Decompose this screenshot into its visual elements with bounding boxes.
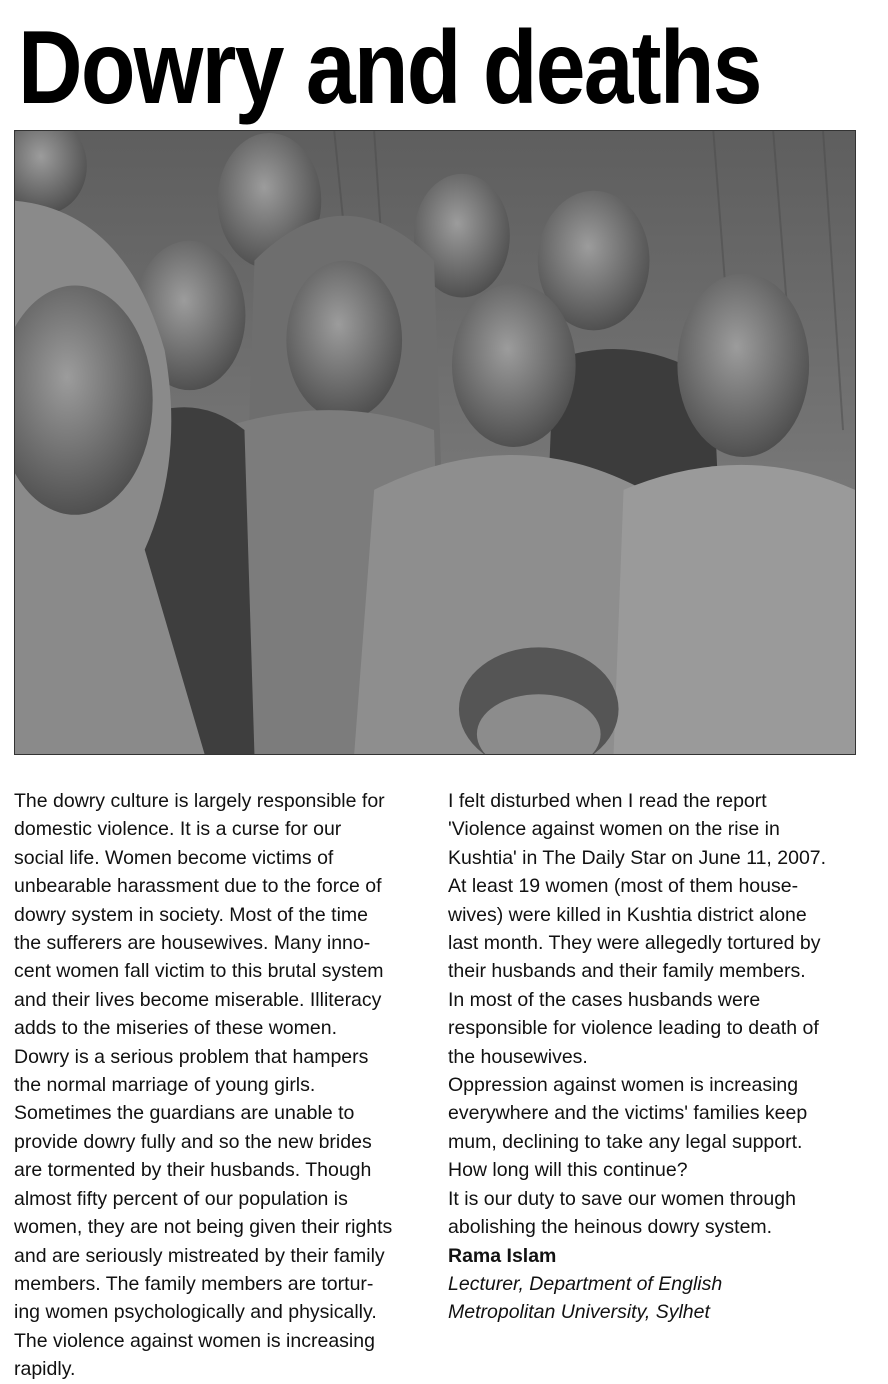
group-photo xyxy=(14,130,856,755)
right-paragraph-1: I felt disturbed when I read the report 'Violence against women on the rise in Kushtia' in The Daily Star on June 11, 2007. At least 19 women (most of them house- wives) were killed in Kushtia district alone last month. They were allegedly tortured by their husbands and their family members. In most of the cases husbands were responsible for violence leading to death of the housewives. xyxy=(448,790,827,1068)
right-paragraph-3: It is our duty to save our women through abolishing the heinous dowry system. xyxy=(448,1187,796,1239)
author-name: Rama Islam xyxy=(448,1244,557,1267)
left-paragraph-2: Dowry is a serious problem that hampers the normal marriage of young girls. Sometimes the guardians are unable to provide dowry fully and so the new brides are tormented by their husbands. Though almost fifty percent of our population is women, they are not being given their rights and are seriously mistreated by their family members. The family members are tortur- ing women psychologically and physically. The violence against women is increasing rapidly. xyxy=(14,1045,393,1381)
author-title: Lecturer, Department of English xyxy=(448,1272,723,1295)
right-column xyxy=(448,787,868,1327)
left-paragraph-1: The dowry culture is largely responsible for domestic violence. It is a curse for our social life. Women become victims of unbearable harassment due to the force of dowry system in society. Most of the time the sufferers are housewives. Many inno- cent women fall victim to this brutal system and their lives become miserable. Illiteracy adds to the miseries of these women. xyxy=(14,790,385,1040)
left-column xyxy=(14,787,426,1384)
author-institution: Metropolitan University, Sylhet xyxy=(448,1301,710,1324)
headline: Dowry and deaths xyxy=(18,10,761,126)
right-paragraph-2: Oppression against women is increasing everywhere and the victims' families keep mum, declining to take any legal support. How long will this continue? xyxy=(448,1074,808,1182)
